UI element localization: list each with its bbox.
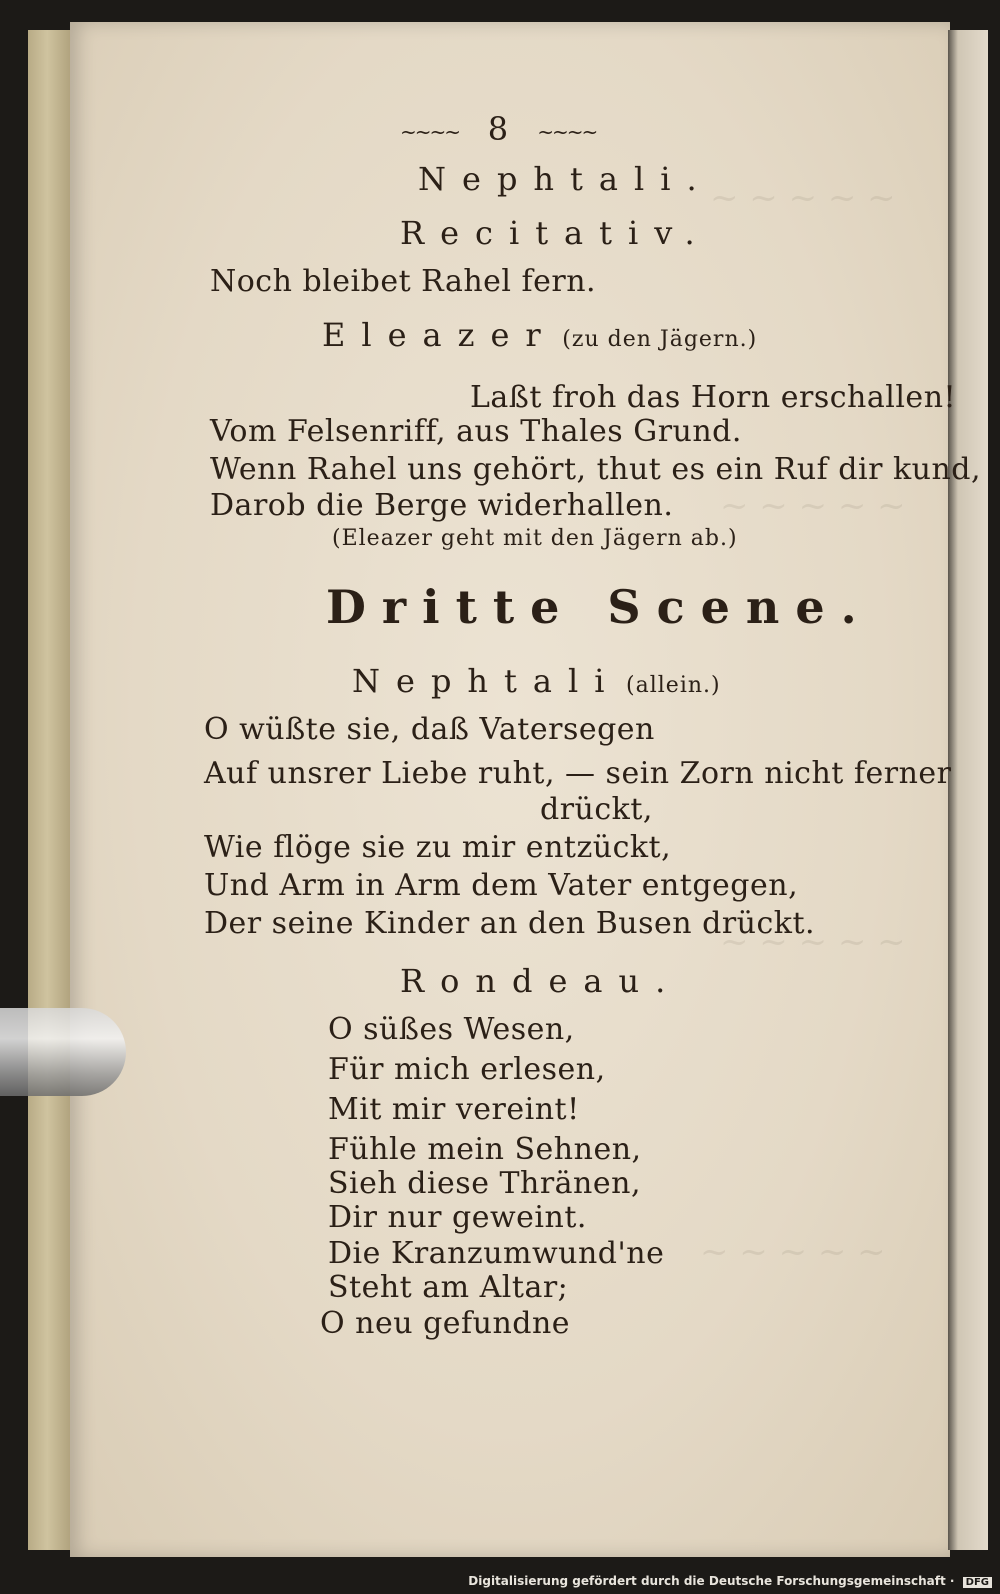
speaker-heading: Nephtali — [352, 662, 621, 700]
rondeau-line: O neu gefundne — [320, 1306, 571, 1341]
scene-title: Dritte Scene. — [326, 580, 873, 634]
bleed-through-texture: ~ ~ ~ ~ ~ — [720, 922, 906, 962]
verse-line: Vom Felsenriff, aus Thales Grund. — [210, 414, 742, 449]
page-clip — [0, 1008, 126, 1096]
rondeau-line: Dir nur geweint. — [328, 1200, 587, 1235]
rondeau-heading: Rondeau. — [400, 962, 682, 1000]
verse-line: Noch bleibet Rahel fern. — [210, 264, 597, 299]
credit-text: Digitalisierung gefördert durch die Deutsche Forschungsgemeinschaft · — [468, 1574, 955, 1588]
recitativ-heading: Recitativ. — [400, 214, 711, 252]
page-number: 8 — [487, 110, 509, 148]
stage-direction: (allein.) — [626, 673, 721, 698]
next-page-edge — [948, 30, 988, 1550]
verse-line: Der seine Kinder an den Busen drückt. — [204, 906, 816, 941]
page-header — [400, 110, 596, 148]
header-ornament-right: ~~~~ — [537, 119, 597, 144]
digitization-credit — [0, 1574, 1000, 1594]
book-edge — [28, 30, 76, 1550]
verse-line: Darob die Berge widerhallen. — [210, 488, 674, 523]
stage-direction: (Eleazer geht mit den Jägern ab.) — [332, 526, 738, 551]
bleed-through-texture: ~ ~ ~ ~ ~ — [720, 486, 906, 526]
rondeau-line: Fühle mein Sehnen, — [328, 1132, 642, 1167]
rondeau-line: Für mich erlesen, — [328, 1052, 606, 1087]
rondeau-line: Die Kranzumwund'ne — [328, 1236, 665, 1271]
verse-line: Und Arm in Arm dem Vater entgegen, — [204, 868, 799, 903]
speaker-row — [322, 316, 757, 354]
rondeau-line: O süßes Wesen, — [328, 1012, 575, 1047]
speaker-heading: Nephtali. — [418, 160, 713, 198]
rondeau-line: Steht am Altar; — [328, 1270, 569, 1305]
verse-line: Wie flöge sie zu mir entzückt, — [204, 830, 672, 865]
stage-direction: (zu den Jägern.) — [562, 327, 758, 352]
header-ornament-left: ~~~~ — [400, 119, 460, 144]
verse-line: Auf unsrer Liebe ruht, — sein Zorn nicht ferner — [204, 756, 952, 791]
verse-line: Wenn Rahel uns gehört, thut es ein Ruf dir kund, — [210, 452, 982, 487]
dfg-logo: DFG — [963, 1577, 992, 1588]
verse-line: drückt, — [540, 792, 653, 827]
verse-line: Laßt froh das Horn erschallen! — [470, 380, 957, 415]
speaker-row — [352, 662, 721, 700]
bleed-through-texture: ~ ~ ~ ~ ~ — [700, 1232, 886, 1272]
bleed-through-texture: ~ ~ ~ ~ ~ — [710, 178, 896, 218]
speaker-heading: Eleazer — [322, 316, 557, 354]
rondeau-line: Sieh diese Thränen, — [328, 1166, 641, 1201]
rondeau-line: Mit mir vereint! — [328, 1092, 580, 1127]
verse-line: O wüßte sie, daß Vatersegen — [204, 712, 655, 747]
